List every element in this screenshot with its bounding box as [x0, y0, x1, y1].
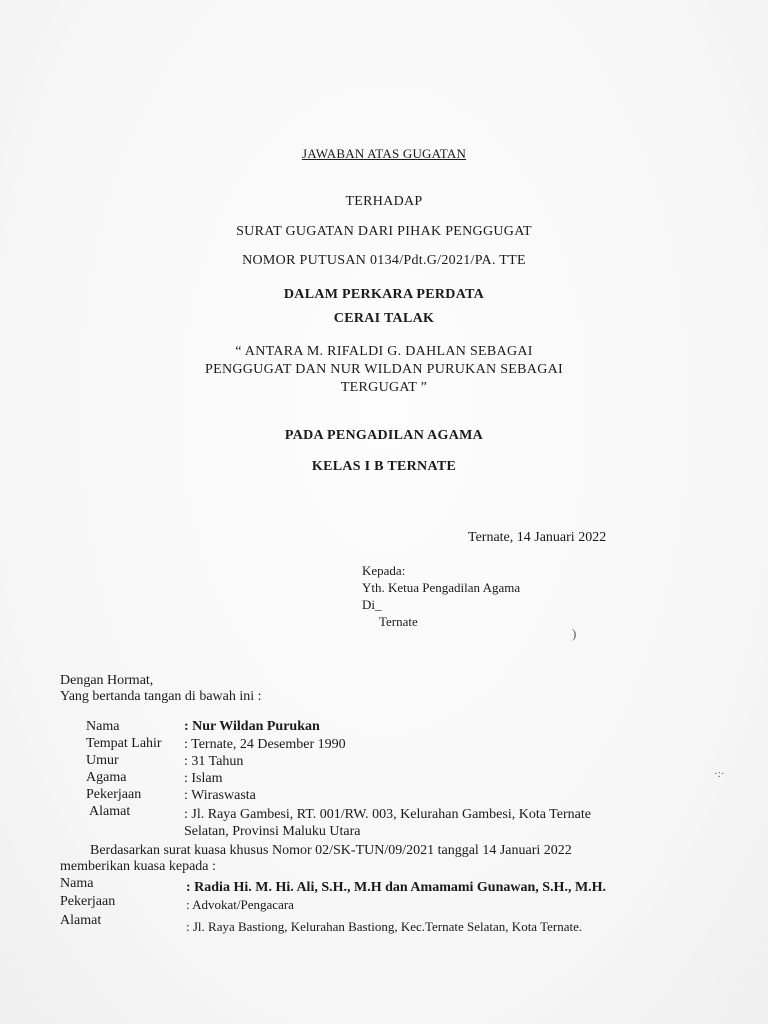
field-label: Pekerjaan [86, 787, 142, 802]
greeting: Dengan Hormat, [60, 673, 154, 688]
title-row [0, 145, 768, 163]
header-quote-3: TERGUGAT ” [340, 380, 428, 395]
header-line-nomor: NOMOR PUTUSAN 0134/Pdt.G/2021/PA. TTE [242, 253, 526, 268]
power-line-2: memberikan kuasa kepada : [60, 859, 216, 874]
intro-line: Yang bertanda tangan di bawah ini : [60, 689, 262, 704]
field-value: : Wiraswasta [184, 788, 256, 803]
header-line-terhadap: TERHADAP [345, 194, 423, 209]
power-line-1: Berdasarkan surat kuasa khusus Nomor 02/SK-TUN/09/2021 tanggal 14 Januari 2022 [90, 843, 572, 858]
header-court-1: PADA PENGADILAN AGAMA [284, 428, 484, 443]
attorney-value: : Jl. Raya Bastiong, Kelurahan Bastiong, Kec.Ternate Selatan, Kota Ternate. [186, 919, 583, 934]
place-date: Ternate, 14 Januari 2022 [468, 530, 607, 545]
field-label: Tempat Lahir [86, 736, 162, 751]
header-line-surat: SURAT GUGATAN DARI PIHAK PENGGUGAT [236, 224, 532, 239]
field-value: : Ternate, 24 Desember 1990 [184, 737, 346, 752]
field-label: Agama [86, 770, 127, 785]
field-value: : Jl. Raya Gambesi, RT. 001/RW. 003, Kelurahan Gambesi, Kota Ternate Selatan, Provinsi Maluku Utara [184, 807, 591, 839]
field-label: Alamat [89, 804, 131, 819]
document-title: JAWABAN ATAS GUGATAN [301, 146, 467, 161]
scan-mark: ·:· [714, 768, 725, 780]
field-label: Nama [86, 719, 120, 734]
recipient-di: Di_ [362, 597, 382, 612]
attorney-value: : Advokat/Pengacara [186, 897, 294, 912]
field-label: Umur [86, 753, 119, 768]
header-quote-2: PENGGUGAT DAN NUR WILDAN PURUKAN SEBAGAI [205, 362, 563, 377]
header-quote-1: “ ANTARA M. RIFALDI G. DAHLAN SEBAGAI [235, 344, 533, 359]
header-line-perkara: DALAM PERKARA PERDATA [283, 287, 485, 302]
scan-mark: ) [572, 626, 577, 641]
attorney-value: : Radia Hi. M. Hi. Ali, S.H., M.H dan Amamami Gunawan, S.H., M.H. [186, 880, 607, 895]
field-value: : Islam [184, 771, 223, 786]
recipient-label: Kepada: [362, 563, 406, 578]
attorney-label: Nama [60, 876, 94, 891]
recipient-city: Ternate [379, 614, 418, 629]
attorney-label: Pekerjaan [60, 894, 116, 909]
field-value: : 31 Tahun [184, 754, 244, 769]
recipient-name: Yth. Ketua Pengadilan Agama [362, 580, 521, 595]
header-line-cerai: CERAI TALAK [333, 311, 435, 326]
attorney-label: Alamat [60, 913, 102, 928]
header-court-2: KELAS I B TERNATE [311, 459, 457, 474]
field-value: : Nur Wildan Purukan [184, 719, 320, 734]
